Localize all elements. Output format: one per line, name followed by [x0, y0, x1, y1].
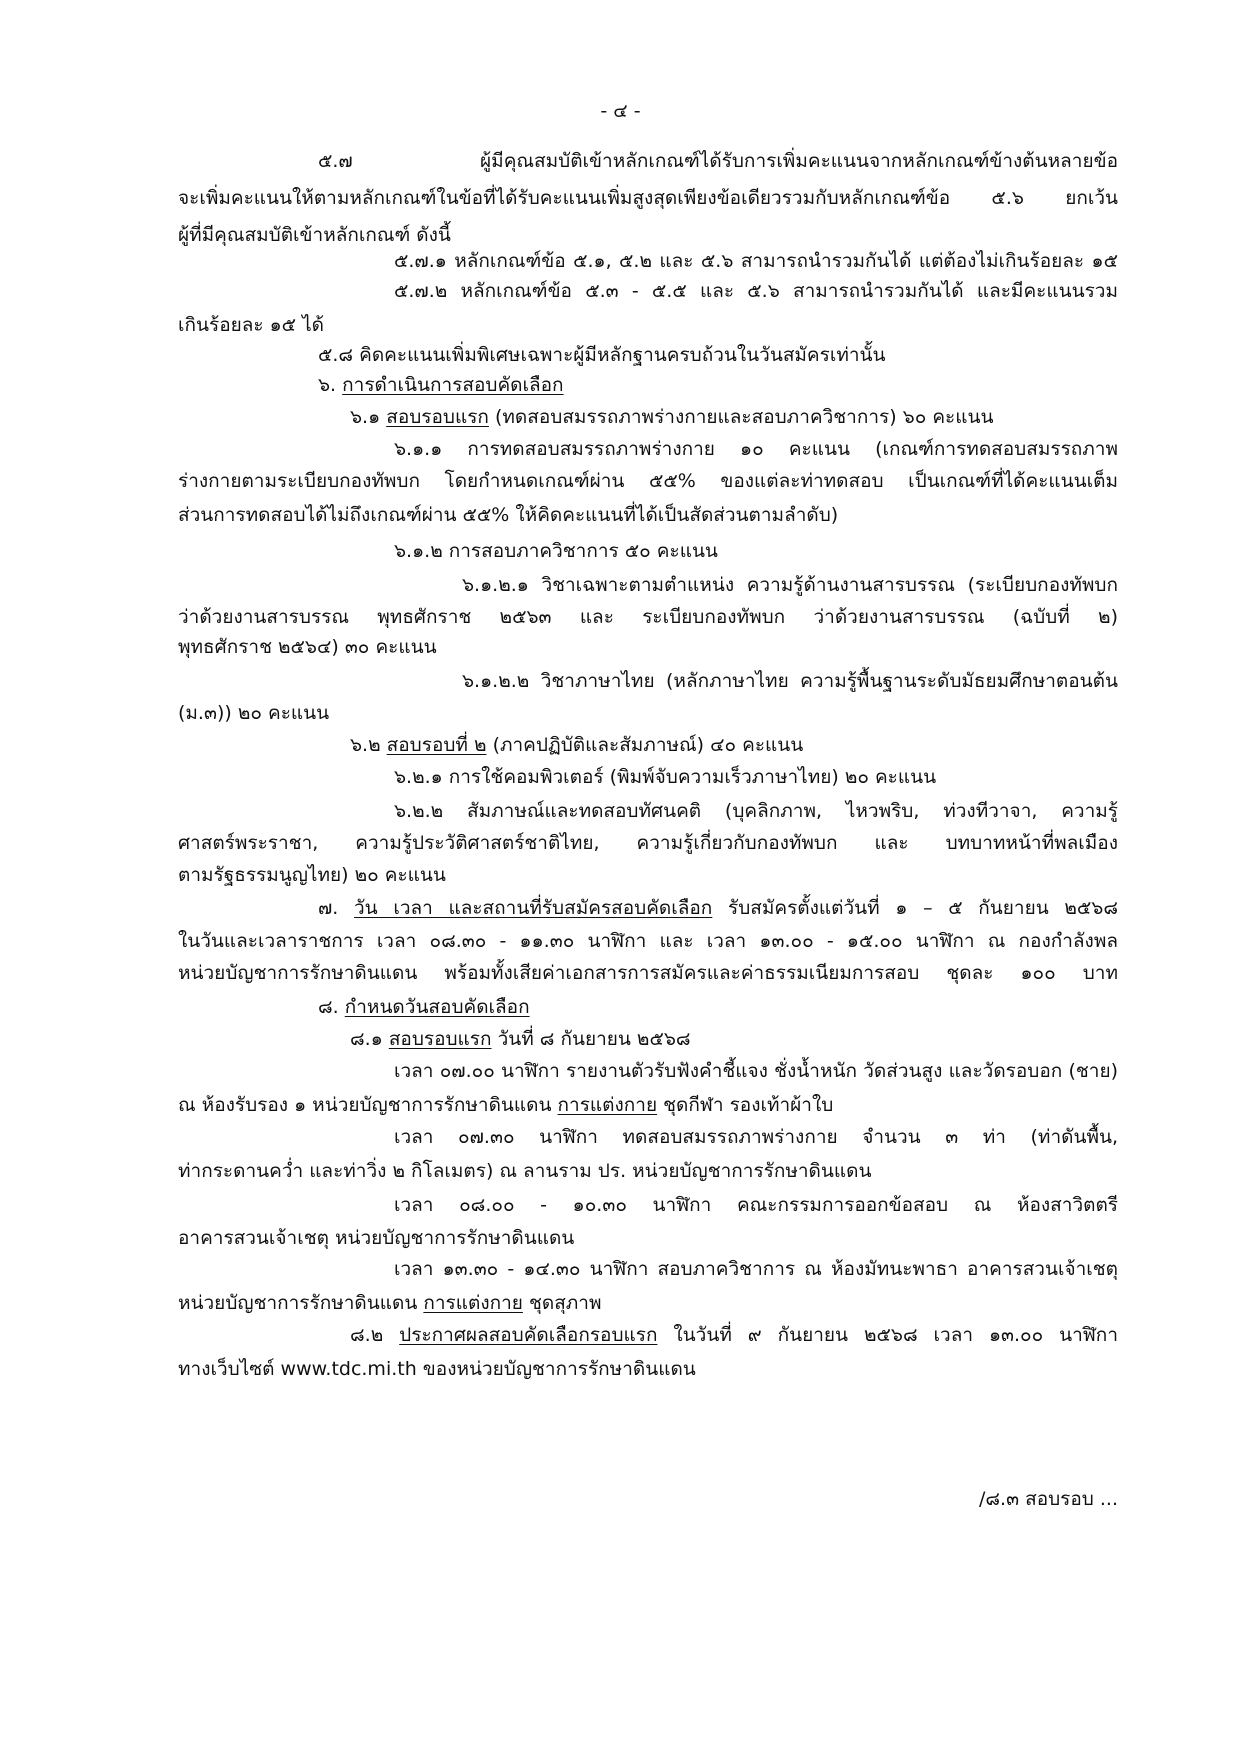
clause-8-1 — [350, 1026, 691, 1052]
clause-6-1-2-2-line-2: (ม.๓)) ๒๐ คะแนน — [178, 702, 330, 724]
section-8-heading — [318, 994, 530, 1020]
schedule-0800-line-1: เวลา ๐๘.๐๐ - ๑๐.๓๐ นาฬิกา คณะกรรมการออกข้อสอบ ณ ห้องสาวิตตรี — [394, 1194, 1118, 1216]
clause-6-2-title: สอบรอบที่ ๒ — [386, 734, 487, 756]
schedule-1330-location: หน่วยบัญชาการรักษาดินแดน — [178, 1292, 418, 1314]
section-8-title: กำหนดวันสอบคัดเลือก — [344, 996, 530, 1018]
clause-5-8: ๕.๘ คิดคะแนนเพิ่มพิเศษเฉพาะผู้มีหลักฐานครบถ้วนในวันสมัครเท่านั้น — [318, 344, 886, 366]
section-7-number: ๗. — [318, 897, 339, 919]
schedule-1330-line-1: เวลา ๑๓.๓๐ - ๑๔.๓๐ นาฬิกา สอบภาควิชาการ ณ ห้องมัทนะพาธา อาคารสวนเจ้าเชตุ — [394, 1258, 1118, 1280]
schedule-0730-line-1: เวลา ๐๗.๓๐ นาฬิกา ทดสอบสมรรถภาพร่างกาย จำนวน ๓ ท่า (ท่าดันพื้น, — [394, 1126, 1118, 1148]
clause-6-1-title: สอบรอบแรก — [386, 406, 489, 428]
clause-6-1-1-line-1: ๖.๑.๑ การทดสอบสมรรถภาพร่างกาย ๑๐ คะแนน (เกณฑ์การทดสอบสมรรถภาพ — [394, 438, 1118, 460]
clause-8-1-number: ๘.๑ — [350, 1028, 383, 1050]
clause-5-7-line-1: ๕.๗ ผู้มีคุณสมบัติเข้าหลักเกณฑ์ได้รับการเพิ่มคะแนนจากหลักเกณฑ์ข้างต้นหลายข้อ — [318, 150, 1118, 172]
schedule-0730-line-2: ท่ากระดานคว่ำ และท่าวิ่ง ๒ กิโลเมตร) ณ ลานราม ปร. หน่วยบัญชาการรักษาดินแดน — [178, 1160, 872, 1182]
section-8-number: ๘. — [318, 996, 339, 1018]
section-6-title: การดำเนินการสอบคัดเลือก — [342, 374, 564, 396]
schedule-0700-line-2 — [178, 1092, 833, 1118]
section-7-line-2: ในวันและเวลาราชการ เวลา ๐๘.๓๐ - ๑๑.๓๐ นาฬิกา และ เวลา ๑๓.๐๐ - ๑๕.๐๐ นาฬิกา ณ กองกำลังพล — [178, 930, 1118, 952]
clause-8-2-title: ประกาศผลสอบคัดเลือกรอบแรก — [399, 1324, 658, 1346]
clause-6-2-2-line-2: ศาสตร์พระราชา, ความรู้ประวัติศาสตร์ชาติไทย, ความรู้เกี่ยวกับกองทัพบก และ บทบาทหน้าที่พลเมือง — [178, 832, 1118, 854]
schedule-0700-dress-label: การแต่งกาย — [557, 1094, 658, 1116]
clause-6-2-detail: (ภาคปฏิบัติและสัมภาษณ์) ๔๐ คะแนน — [492, 734, 804, 756]
clause-8-1-date: วันที่ ๘ กันยายน ๒๕๖๘ — [497, 1028, 691, 1050]
schedule-0700-dress: ชุดกีฬา รองเท้าผ้าใบ — [663, 1094, 834, 1116]
page-number: - ๔ - — [600, 100, 641, 122]
schedule-0700-location: ณ ห้องรับรอง ๑ หน่วยบัญชาการรักษาดินแดน — [178, 1094, 552, 1116]
clause-6-1-2-2-line-1: ๖.๑.๒.๒ วิชาภาษาไทย (หลักภาษาไทย ความรู้พื้นฐานระดับมัธยมศึกษาตอนต้น — [462, 670, 1118, 692]
clause-5-7-2-line-1: ๕.๗.๒ หลักเกณฑ์ข้อ ๕.๓ - ๕.๕ และ ๕.๖ สามารถนำรวมกันได้ และมีคะแนนรวม — [394, 280, 1118, 302]
schedule-1330-line-2 — [178, 1290, 602, 1316]
clause-6-2 — [350, 732, 803, 758]
clause-6-2-number: ๖.๒ — [350, 734, 381, 756]
section-7-line-3: หน่วยบัญชาการรักษาดินแดน พร้อมทั้งเสียค่าเอกสารการสมัครและค่าธรรมเนียมการสอบ ชุดละ ๑๐๐ บาท — [178, 962, 1118, 984]
clause-5-7-line-2: จะเพิ่มคะแนนให้ตามหลักเกณฑ์ในข้อที่ได้รับคะแนนเพิ่มสูงสุดเพียงข้อเดียวรวมกับหลักเกณฑ์ข้อ ๕.๖ ยกเว้น — [178, 187, 1118, 209]
section-7-line-1 — [318, 895, 1118, 921]
clause-6-2-2-line-1: ๖.๒.๒ สัมภาษณ์และทดสอบทัศนคติ (บุคลิกภาพ, ไหวพริบ, ท่วงทีวาจา, ความรู้ — [394, 800, 1118, 822]
schedule-0700-line-1: เวลา ๐๗.๐๐ นาฬิกา รายงานตัวรับฟังคำชี้แจง ชั่งน้ำหนัก วัดส่วนสูง และวัดรอบอก (ชาย) — [394, 1060, 1118, 1082]
clause-6-2-1: ๖.๒.๑ การใช้คอมพิวเตอร์ (พิมพ์จับความเร็วภาษาไทย) ๒๐ คะแนน — [394, 766, 937, 788]
clause-6-1-detail: (ทดสอบสมรรถภาพร่างกายและสอบภาควิชาการ) ๖๐ คะแนน — [494, 406, 994, 428]
clause-6-1-2: ๖.๑.๒ การสอบภาควิชาการ ๕๐ คะแนน — [394, 540, 718, 562]
clause-6-1-1-line-3: ส่วนการทดสอบได้ไม่ถึงเกณฑ์ผ่าน ๕๕% ให้คิดคะแนนที่ได้เป็นสัดส่วนตามลำดับ) — [178, 504, 839, 526]
clause-6-1-2-1-line-3: พุทธศักราช ๒๕๖๔) ๓๐ คะแนน — [178, 636, 437, 658]
schedule-0800-line-2: อาคารสวนเจ้าเชตุ หน่วยบัญชาการรักษาดินแดน — [178, 1227, 575, 1249]
clause-6-1-1-line-2: ร่างกายตามระเบียบกองทัพบก โดยกำหนดเกณฑ์ผ่าน ๕๕% ของแต่ละท่าทดสอบ เป็นเกณฑ์ที่ได้คะแนนเต็ม — [178, 470, 1118, 492]
section-7-title: วัน เวลา และสถานที่รับสมัครสอบคัดเลือก — [354, 897, 713, 919]
schedule-1330-dress: ชุดสุภาพ — [528, 1292, 602, 1314]
clause-6-1-number: ๖.๑ — [350, 406, 381, 428]
clause-6-1-2-1-line-1: ๖.๑.๒.๑ วิชาเฉพาะตามตำแหน่ง ความรู้ด้านงานสารบรรณ (ระเบียบกองทัพบก — [462, 574, 1118, 596]
clause-6-1-2-1-line-2: ว่าด้วยงานสารบรรณ พุทธศักราช ๒๕๖๓ และ ระเบียบกองทัพบก ว่าด้วยงานสารบรรณ (ฉบับที่ ๒) — [178, 606, 1118, 628]
section-6-heading — [318, 372, 564, 398]
clause-6-1 — [350, 404, 994, 430]
continuation-footer: /๘.๓ สอบรอบ ... — [978, 1488, 1118, 1510]
clause-8-1-title: สอบรอบแรก — [388, 1028, 492, 1050]
section-6-number: ๖. — [318, 374, 337, 396]
schedule-1330-dress-label: การแต่งกาย — [423, 1292, 523, 1314]
clause-8-2-line-1 — [350, 1322, 1118, 1348]
clause-8-2-line-2: ทางเว็บไซต์ www.tdc.mi.th ของหน่วยบัญชาการรักษาดินแดน — [178, 1358, 696, 1380]
clause-8-2-detail: ในวันที่ ๙ กันยายน ๒๕๖๘ เวลา ๑๓.๐๐ นาฬิกา — [673, 1324, 1118, 1346]
clause-5-7-line-3: ผู้ที่มีคุณสมบัติเข้าหลักเกณฑ์ ดังนี้ — [178, 224, 451, 246]
clause-5-7-2-line-2: เกินร้อยละ ๑๕ ได้ — [178, 314, 324, 336]
clause-5-7-1: ๕.๗.๑ หลักเกณฑ์ข้อ ๕.๑, ๕.๒ และ ๕.๖ สามารถนำรวมกันได้ แต่ต้องไม่เกินร้อยละ ๑๕ — [394, 250, 1118, 272]
section-7-detail: รับสมัครตั้งแต่วันที่ ๑ – ๕ กันยายน ๒๕๖๘ — [728, 897, 1118, 919]
clause-6-2-2-line-3: ตามรัฐธรรมนูญไทย) ๒๐ คะแนน — [178, 864, 446, 886]
clause-8-2-number: ๘.๒ — [350, 1324, 384, 1346]
